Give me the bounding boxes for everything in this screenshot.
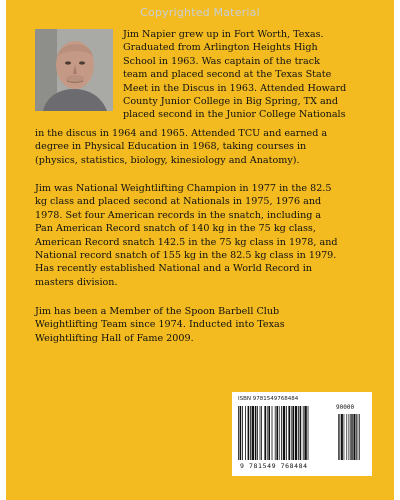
- barcode-bar: [286, 406, 287, 460]
- barcode-bar: [292, 406, 294, 460]
- bio-line: National record snatch of 155 kg in the 82.5 kg class in 1979.: [35, 250, 337, 262]
- barcode-bar: [245, 406, 246, 460]
- bio-line: Graduated from Arlington Heights High: [123, 42, 318, 54]
- bio-line: School in 1963. Was captain of the track: [123, 55, 320, 67]
- barcode-bar: [304, 406, 306, 460]
- barcode-addon-bar: [339, 414, 340, 460]
- bio-line: 1978. Set four American records in the snatch, including a: [35, 209, 322, 221]
- author-portrait-image: [35, 29, 113, 111]
- bio-line: in the discus in 1964 and 1965. Attended TCU and earned a: [35, 128, 328, 139]
- barcode-bar: [268, 406, 270, 460]
- bio-line: degree in Physical Education in 1968, taking courses in: [35, 141, 307, 153]
- barcode-bar: [291, 406, 292, 460]
- barcode-bar: [242, 406, 243, 460]
- barcode-bar: [298, 406, 299, 460]
- barcode-bar: [279, 406, 280, 460]
- barcode-addon-number: 90000: [336, 404, 355, 411]
- barcode-addon-bar: [350, 414, 351, 460]
- bio-line: Pan American Record snatch of 140 kg in the 75 kg class,: [35, 223, 316, 235]
- isbn-label: ISBN 9781549768484: [238, 396, 299, 402]
- author-photo: [35, 29, 113, 111]
- barcode-bar: [300, 406, 302, 460]
- bio-line: (physics, statistics, biology, kinesiology and Anatomy).: [35, 154, 300, 166]
- barcode-addon-bar: [346, 414, 347, 460]
- barcode-addon-bar: [344, 414, 345, 460]
- bio-line: Jim Napier grew up in Fort Worth, Texas.: [123, 29, 324, 40]
- barcode-bar: [238, 406, 239, 460]
- bio-line: Meet in the Discus in 1963. Attended Howard: [123, 82, 347, 94]
- barcode-bar: [261, 406, 262, 460]
- barcode-digits: 9 781549 768484: [240, 462, 308, 470]
- barcode-bar: [276, 406, 278, 460]
- bio-line: County Junior College in Big Spring, TX and: [123, 96, 338, 108]
- barcode-bar: [250, 406, 251, 460]
- bio-paragraph-3: [35, 305, 365, 345]
- barcode-bar: [257, 406, 258, 460]
- bio-line: American Record snatch 142.5 in the 75 kg class in 1978, and: [35, 236, 338, 248]
- bio-line: placed second in the Junior College Nationals: [123, 109, 346, 121]
- barcode-bar: [275, 406, 276, 460]
- barcode-addon-bar: [351, 414, 352, 460]
- barcode-bar: [308, 406, 309, 460]
- barcode-bar: [295, 406, 297, 460]
- bio-line: team and placed second at the Texas State: [123, 69, 332, 81]
- barcode-bar: [281, 406, 282, 460]
- barcode-bar: [248, 406, 250, 460]
- barcode-bar: [260, 406, 261, 460]
- bio-line: Has recently established National and a World Record in: [35, 263, 312, 275]
- barcode-addon-bar: [349, 414, 350, 460]
- bio-paragraph-1-wrapped: [123, 28, 373, 122]
- barcode-addon-bar: [338, 414, 339, 460]
- barcode-bar: [264, 406, 266, 460]
- bio-line: Weightlifting Hall of Fame 2009.: [35, 332, 194, 344]
- barcode-addon-bar: [359, 414, 360, 460]
- barcode-bar: [252, 406, 254, 460]
- back-cover: [6, 0, 394, 500]
- barcode-bars: [238, 406, 366, 462]
- barcode-bar: [255, 406, 257, 460]
- barcode-addon-bar: [353, 414, 355, 460]
- barcode-addon-bar: [341, 414, 343, 460]
- barcode-bar: [283, 406, 285, 460]
- copyright-watermark: Copyrighted Material: [140, 6, 260, 19]
- barcode-bar: [288, 406, 290, 460]
- isbn-barcode: [232, 392, 372, 476]
- barcode-bar: [272, 406, 273, 460]
- bio-line: Jim was National Weightlifting Champion in 1977 in the 82.5: [35, 183, 332, 194]
- barcode-bar: [267, 406, 268, 460]
- bio-line: masters division.: [35, 276, 118, 288]
- bio-line: Weightlifting Team since 1974. Inducted into Texas: [35, 319, 285, 331]
- bio-line: kg class and placed second at Nationals in 1975, 1976 and: [35, 196, 322, 208]
- bio-line: Jim has been a Member of the Spoon Barbell Club: [35, 306, 280, 317]
- barcode-bar: [303, 406, 304, 460]
- barcode-bar: [240, 406, 242, 460]
- bio-paragraph-1-continued: [35, 127, 365, 167]
- barcode-addon-bar: [356, 414, 357, 460]
- bio-paragraph-2: [35, 182, 365, 289]
- barcode-addon-bar: [358, 414, 359, 460]
